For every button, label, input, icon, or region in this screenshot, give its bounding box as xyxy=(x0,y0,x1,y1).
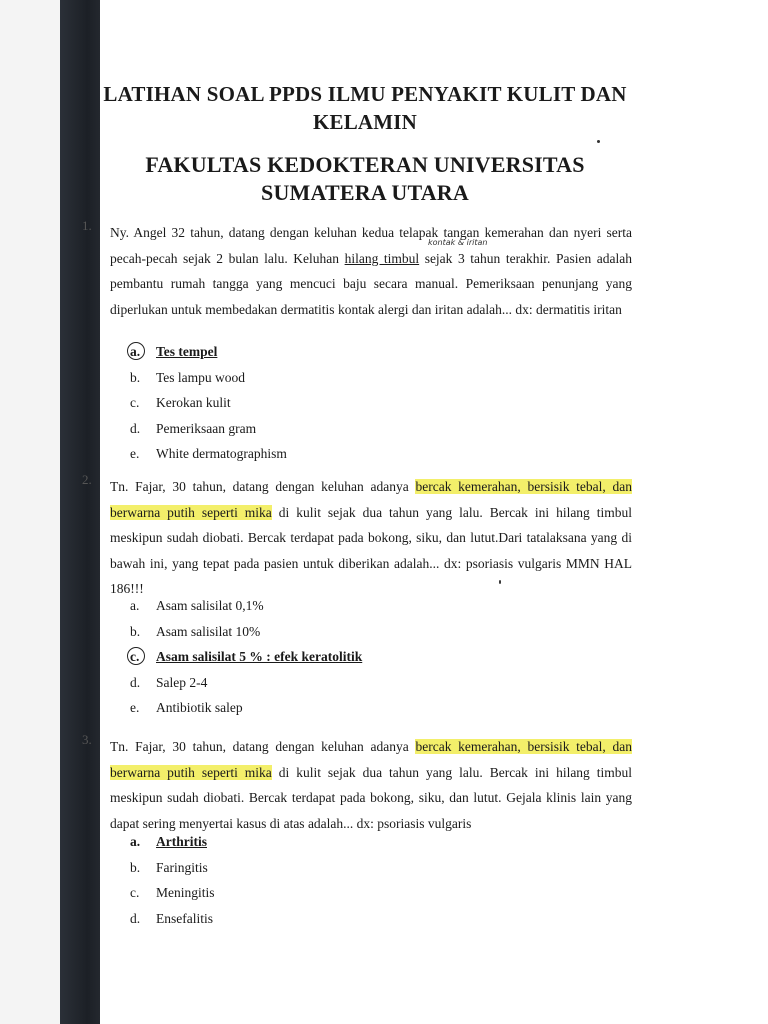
option-e[interactable] xyxy=(130,700,362,726)
option-c[interactable] xyxy=(130,885,215,911)
option-a-selected[interactable] xyxy=(130,834,215,860)
option-letter: b. xyxy=(130,623,141,639)
highlighted-phrase: bercak kemerahan, bersisik tebal, dan berwarna putih seperti mika xyxy=(110,479,632,520)
option-letter: a. xyxy=(130,598,140,613)
option-text: Antibiotik salep xyxy=(156,700,243,715)
option-text: Tes lampu wood xyxy=(156,369,246,385)
option-letter xyxy=(130,649,156,665)
underlined-phrase: hilang timbul xyxy=(344,250,420,266)
option-d[interactable] xyxy=(130,911,215,937)
option-letter xyxy=(130,344,156,360)
option-e[interactable] xyxy=(130,446,287,472)
option-letter: b. xyxy=(130,369,141,385)
option-b[interactable] xyxy=(130,860,215,886)
option-text: Asam salisilat 10% xyxy=(156,623,261,639)
scan-background xyxy=(0,0,60,1024)
title-line-4: SUMATERA UTARA xyxy=(261,180,469,205)
question-number: 1. xyxy=(82,218,92,233)
question-2-text xyxy=(110,474,632,602)
question-1-options xyxy=(130,344,287,472)
ink-dot xyxy=(597,140,600,143)
option-d[interactable] xyxy=(130,675,362,701)
option-text: Faringitis xyxy=(156,859,208,875)
question-3-options xyxy=(130,834,215,936)
option-a[interactable] xyxy=(130,598,362,624)
option-c[interactable] xyxy=(130,395,287,421)
question-1-text xyxy=(110,220,632,322)
option-b[interactable] xyxy=(130,370,287,396)
question-3-text xyxy=(110,734,632,836)
title-line-2: KELAMIN xyxy=(312,110,418,134)
option-letter: d. xyxy=(130,910,141,926)
option-text: Salep 2-4 xyxy=(156,674,208,690)
option-letter: d. xyxy=(130,420,141,436)
option-text: Meningitis xyxy=(156,885,215,900)
option-text: Kerokan kulit xyxy=(156,395,231,410)
handwritten-note: kontak & iritan xyxy=(428,238,488,247)
option-text: Pemeriksaan gram xyxy=(156,420,257,436)
option-b[interactable] xyxy=(130,624,362,650)
question-text-part: Tn. Fajar, 30 tahun, datang dengan keluhan adanya xyxy=(110,739,416,754)
option-text: Asam salisilat 0,1% xyxy=(156,598,264,613)
question-number: 2. xyxy=(82,472,92,487)
option-letter: c. xyxy=(130,395,140,410)
question-text-part: Tn. Fajar, 30 tahun, datang dengan keluhan adanya xyxy=(110,479,416,494)
selection-circle xyxy=(127,342,145,360)
option-c-selected[interactable] xyxy=(130,649,362,675)
option-letter: c. xyxy=(130,885,140,900)
option-text: White dermatographism xyxy=(156,446,287,461)
question-text-part: di kulit sejak dua tahun yang lalu. Bercak ini hilang timbul meskipun sudah diobati. Bercak terdapat pada bokong, siku, dan lutut. Gejala klinis lain yang dapat sering menyertai kasus di atas adalah... dx: psoriasis vulgaris xyxy=(110,764,633,831)
question-2-options xyxy=(130,598,362,726)
question-text-part: sejak 3 tahun terakhir. Pasien adalah pembantu rumah tangga yang mencuci baju secara manual. Pemeriksaan penunjang yang diperlukan untuk membedakan dermatitis kontak alergi dan iritan adalah... dx: dermatitis iritan xyxy=(110,250,633,317)
option-text: Ensefalitis xyxy=(156,910,213,926)
option-letter: e. xyxy=(130,700,140,715)
option-text: Tes tempel xyxy=(156,344,218,359)
option-a-selected[interactable] xyxy=(130,344,287,370)
option-letter-text: a. xyxy=(130,344,141,359)
selection-circle xyxy=(127,647,145,665)
option-letter-text: c. xyxy=(130,649,140,664)
option-letter: a. xyxy=(130,834,141,849)
title-line-1: LATIHAN SOAL PPDS ILMU PENYAKIT KULIT DAN xyxy=(103,82,627,106)
option-text: Arthritis xyxy=(156,834,207,849)
option-text: Asam salisilat 5 % : efek keratolitik xyxy=(156,649,363,664)
option-letter: e. xyxy=(130,446,140,461)
question-text-part: Ny. Angel 32 tahun, datang dengan keluhan kedua telapak tangan kemerahan dan nyeri serta pecah-pecah sejak 2 bulan lalu. Keluhan xyxy=(110,225,632,266)
option-letter: b. xyxy=(130,859,141,875)
question-text-part: di kulit sejak dua tahun yang lalu. Bercak ini hilang timbul meskipun sudah diobati. Bercak terdapat pada bokong, siku, dan lutut.Dari tatalaksana yang di bawah ini, yang tepat pada pasien untuk diberikan adalah... dx: psoriasis vulgaris MMN HAL 186!!! xyxy=(110,504,633,596)
question-number: 3. xyxy=(82,732,92,747)
option-d[interactable] xyxy=(130,421,287,447)
highlighted-phrase: bercak kemerahan, bersisik tebal, dan berwarna putih seperti mika xyxy=(110,739,632,780)
ink-dot xyxy=(499,580,501,584)
option-letter: d. xyxy=(130,674,141,690)
title-line-3: FAKULTAS KEDOKTERAN UNIVERSITAS xyxy=(145,152,585,177)
